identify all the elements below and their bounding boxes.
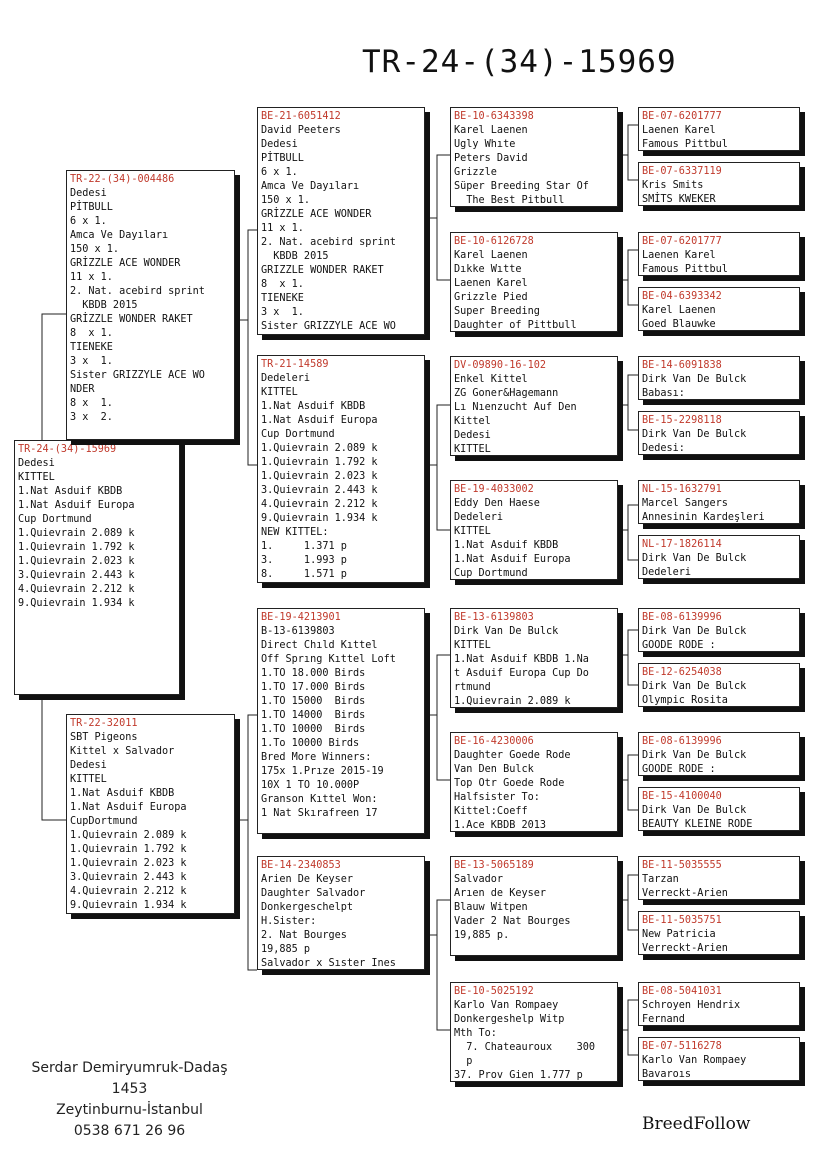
ring-number: BE-04-6393342 [642,291,722,302]
pedigree-text-line: Dedesi: [642,443,685,454]
pedigree-text-line: Enkel Kittel [454,374,528,385]
pedigree-box-g2 [638,162,800,206]
pedigree-text-line: 150 x 1. [261,195,311,206]
pedigree-text-line: 8. 1.571 p [261,569,347,580]
pedigree-text-line: Eddy Den Haese [454,498,540,509]
pedigree-text-line: GRİZZLE ACE WONDER [261,209,372,220]
ring-number: BE-10-5025192 [454,986,534,997]
pedigree-text-line: 9.Quievrain 1.934 k [70,900,187,911]
pedigree-text-line: Sister GRIZZYLE ACE WO [261,321,396,332]
pedigree-box-g14 [638,911,800,955]
pedigree-text-line: Granson Kıttel Won: [261,794,378,805]
ring-number: BE-14-2340853 [261,860,341,871]
pedigree-box-g9 [638,608,800,652]
pedigree-text-line: 37. Prov Gien 1.777 p [454,1070,583,1081]
ring-number: BE-12-6254038 [642,667,722,678]
pedigree-text-line: 9.Quievrain 1.934 k [261,513,378,524]
pedigree-box-g5 [638,356,800,400]
ring-number: BE-10-6343398 [454,111,534,122]
ring-number: BE-15-2298118 [642,415,722,426]
pedigree-box-ds [257,608,425,834]
pedigree-text-line: Bavaroıs [642,1069,692,1080]
pedigree-text-line: 11 x 1. [261,223,304,234]
pedigree-text-line: Süper Breeding Star Of [454,181,589,192]
pedigree-text-line: 4.Quievrain 2.212 k [70,886,187,897]
pedigree-box-sds [450,356,618,456]
pedigree-text-line: 1.Nat Asduif Europa [454,554,571,565]
pedigree-text-line: Dedeleri [642,567,692,578]
pedigree-text-line: Top Otr Goede Rode [454,778,565,789]
pedigree-text-line: 1. 1.371 p [261,541,347,552]
pedigree-text-line: Cup Dortmund [261,429,335,440]
ring-number: BE-10-6126728 [454,236,534,247]
ring-number: TR-22-32011 [70,718,138,729]
pedigree-text-line: Kittel [454,416,491,427]
pedigree-text-line: GOODE RODE : [642,640,716,651]
pedigree-text-line: KBDB 2015 [70,300,138,311]
pedigree-text-line: 8 x 1. [261,279,304,290]
ring-number: DV-09890-16-102 [454,360,547,371]
pedigree-text-line: B-13-6139803 [261,626,335,637]
pedigree-text-line: Verreckt-Arien [642,943,728,954]
pedigree-text-line: Laenen Karel [454,278,528,289]
pedigree-box-g12 [638,787,800,831]
ring-number: BE-21-6051412 [261,111,341,122]
pedigree-text-line: Dedesi [70,760,107,771]
breeder-contact [12,1058,247,1142]
pedigree-text-line: Direct Chıld Kıttel [261,640,378,651]
pedigree-text-line: KBDB 2015 [261,251,329,262]
ring-number: BE-07-6337119 [642,166,722,177]
pedigree-text-line: Off Sprıng Kıttel Loft [261,654,396,665]
pedigree-text-line: 4.Quievrain 2.212 k [261,499,378,510]
pedigree-box-dsd [450,732,618,832]
ring-number: BE-13-5065189 [454,860,534,871]
pedigree-box-sss [450,107,618,207]
pedigree-text-line: GRİZZLE WONDER RAKET [70,314,193,325]
ring-number: BE-19-4213901 [261,612,341,623]
pedigree-text-line: 9.Quievrain 1.934 k [18,598,135,609]
pedigree-text-line: Peters David [454,153,528,164]
pedigree-text-line: Amca Ve Dayıları [261,181,360,192]
pedigree-text-line: Dirk Van De Bulck [642,805,747,816]
pedigree-text-line: Schroyen Hendrix [642,1000,741,1011]
ring-number: BE-15-4100040 [642,791,722,802]
pedigree-text-line: SBT Pigeons [70,732,138,743]
pedigree-box-g10 [638,663,800,707]
pedigree-text-line: Daughter Goede Rode [454,750,571,761]
pedigree-box-g6 [638,411,800,455]
pedigree-text-line: Donkergeshelp Witp [454,1014,565,1025]
ring-number: BE-07-5116278 [642,1041,722,1052]
pedigree-text-line: Kittel x Salvador [70,746,175,757]
pedigree-text-line: 1.Quievrain 2.023 k [18,556,135,567]
pedigree-text-line: Donkergeschelpt [261,902,354,913]
pedigree-text-line: 1.Quievrain 2.089 k [261,443,378,454]
pedigree-text-line: Salvador [454,874,504,885]
pedigree-text-line: 4.Quievrain 2.212 k [18,584,135,595]
ring-number: BE-11-5035751 [642,915,722,926]
pedigree-text-line: Dirk Van De Bulck [642,553,747,564]
pedigree-text-line: Daughter Salvador [261,888,366,899]
pedigree-text-line: 175x 1.Prıze 2015-19 [261,766,384,777]
pedigree-text-line: 150 x 1. [70,244,120,255]
ring-number: NL-17-1826114 [642,539,722,550]
pedigree-text-line: Goed Blauwke [642,319,716,330]
pedigree-box-ddd [450,982,618,1082]
pedigree-text-line: Blauw Witpen [454,902,528,913]
pedigree-text-line: 6 x 1. [70,216,107,227]
pedigree-text-line: 3 x 1. [70,356,113,367]
pedigree-text-line: Olympic Rosita [642,695,728,706]
pedigree-text-line: Dirk Van De Bulck [642,626,747,637]
pedigree-text-line: 3. 1.993 p [261,555,347,566]
pedigree-text-line: Dirk Van De Bulck [454,626,559,637]
brand-logo-text: BreedFollow [642,1114,751,1134]
pedigree-text-line: Dirk Van De Bulck [642,750,747,761]
ring-number: TR-22-(34)-004486 [70,174,175,185]
pedigree-text-line: Dedesi [70,188,107,199]
pedigree-text-line: 1.TO 18.000 Birds [261,668,366,679]
pedigree-text-line: Dedeleri [261,373,311,384]
pedigree-text-line: 1.Quievrain 2.089 k [70,830,187,841]
pedigree-text-line: David Peeters [261,125,341,136]
pedigree-text-line: 8 x 1. [70,328,113,339]
pedigree-text-line: Super Breeding [454,306,540,317]
pedigree-text-line: Laenen Karel [642,125,716,136]
pedigree-text-line: KITTEL [454,640,491,651]
pedigree-box-g8 [638,535,800,579]
pedigree-text-line: 1.Nat Asduif KBDB [261,401,366,412]
pedigree-text-line: Babası: [642,388,685,399]
pedigree-box-sdd [450,480,618,580]
pedigree-text-line: 3.Quievrain 2.443 k [70,872,187,883]
pedigree-text-line: 1 Nat Skırafreen 17 [261,808,378,819]
ring-number: TR-24-(34)-15969 [18,444,117,455]
pedigree-text-line: 1.Nat Asduif KBDB 1.Na [454,654,589,665]
pedigree-text-line: SMİTS KWEKER [642,194,716,205]
pedigree-text-line: Karlo Van Rompaey [642,1055,747,1066]
pedigree-box-dds [450,856,618,956]
pedigree-text-line: Dirk Van De Bulck [642,374,747,385]
pedigree-text-line: KITTEL [454,444,491,455]
ring-number: BE-16-4230006 [454,736,534,747]
pedigree-text-line: 3 x 2. [70,412,113,423]
pedigree-text-line: 1.TO 10000 Birds [261,724,366,735]
ring-number: TR-21-14589 [261,359,329,370]
pedigree-text-line: Karel Laenen [454,250,528,261]
pedigree-text-line: 10X 1 TO 10.000P [261,780,360,791]
pedigree-text-line: 1.Nat Asduif Europa [70,802,187,813]
pedigree-box-g16 [638,1037,800,1081]
pedigree-text-line: Dıkke Wıtte [454,264,522,275]
pedigree-text-line: Ugly Whıte [454,139,516,150]
ring-number: BE-19-4033002 [454,484,534,495]
pedigree-text-line: Famous Pittbul [642,264,728,275]
pedigree-text-line: Tarzan [642,874,679,885]
pedigree-text-line: 6 x 1. [261,167,298,178]
pedigree-text-line: 1.Quievrain 1.792 k [18,542,135,553]
pedigree-text-line: ZG Goner&Hagemann [454,388,559,399]
pedigree-text-line: The Best Pitbull [454,195,565,206]
pedigree-text-line: Grizzle [454,167,497,178]
pedigree-text-line: KITTEL [454,526,491,537]
pedigree-text-line: Kittel:Coeff [454,806,528,817]
pedigree-text-line: Dedesi [454,430,491,441]
pedigree-text-line: 2. Nat Bourges [261,930,347,941]
breeder-location: Zeytinburnu-İstanbul [56,1102,203,1118]
pedigree-text-line: Dedesi [18,458,55,469]
pedigree-text-line: 1.TO 17.000 Birds [261,682,366,693]
ring-number: BE-13-6139803 [454,612,534,623]
pedigree-text-line: Dedesi [261,139,298,150]
pedigree-text-line: 19,885 p. [454,930,510,941]
breeder-phone: 0538 671 26 96 [73,1123,186,1139]
pedigree-text-line: 2. Nat. acebird sprint [261,237,396,248]
pedigree-text-line: NDER [70,384,95,395]
pedigree-box-g3 [638,232,800,276]
pedigree-box-ss [257,107,425,335]
pedigree-text-line: 1.Quievrain 2.089 k [18,528,135,539]
pedigree-text-line: Halfsister To: [454,792,540,803]
pedigree-text-line: Van Den Bulck [454,764,534,775]
pedigree-text-line: Dirk Van De Bulck [642,429,747,440]
pedigree-text-line: 1.Nat Asduif Europa [261,415,378,426]
pedigree-text-line: 1.TO 14000 Birds [261,710,366,721]
pedigree-box-g1 [638,107,800,151]
pedigree-text-line: Annesinin Kardeşleri [642,512,765,523]
pedigree-text-line: Cup Dortmund [18,514,92,525]
pedigree-text-line: PİTBULL [261,153,304,164]
pedigree-title: TR-24-(34)-15969 [362,44,677,80]
pedigree-text-line: PİTBULL [70,202,113,213]
pedigree-text-line: Bred More Winners: [261,752,372,763]
pedigree-text-line: Daughter of Pittbull [454,320,577,331]
pedigree-text-line: 11 x 1. [70,272,113,283]
pedigree-text-line: 1.Nat Asduif KBDB [454,540,559,551]
pedigree-text-line: Amca Ve Dayıları [70,230,169,241]
pedigree-text-line: KITTEL [261,387,298,398]
ring-number: BE-08-5041031 [642,986,722,997]
pedigree-text-line: KITTEL [70,774,107,785]
pedigree-text-line: Sister GRIZZYLE ACE WO [70,370,205,381]
pedigree-text-line: 3.Quievrain 2.443 k [18,570,135,581]
pedigree-box-g7 [638,480,800,524]
pedigree-text-line: GOODE RODE : [642,764,716,775]
pedigree-text-line: NEW KITTEL: [261,527,329,538]
pedigree-box-g4 [638,287,800,331]
pedigree-text-line: Laenen Karel [642,250,716,261]
pedigree-box-dss [450,608,618,708]
pedigree-text-line: GRIZZLE WONDER RAKET [261,265,384,276]
ring-number: BE-08-6139996 [642,736,722,747]
pedigree-text-line: 1.Quievrain 1.792 k [261,457,378,468]
pedigree-text-line: 3 x 1. [261,307,304,318]
pedigree-text-line: Karel Laenen [454,125,528,136]
pedigree-text-line: 2. Nat. acebird sprint [70,286,205,297]
pedigree-text-line: H.Sister: [261,916,317,927]
pedigree-text-line: Arien De Keyser [261,874,354,885]
pedigree-text-line: Cup Dortmund [454,568,528,579]
ring-number: BE-07-6201777 [642,111,722,122]
pedigree-box-g13 [638,856,800,900]
ring-number: BE-14-6091838 [642,360,722,371]
pedigree-text-line: 3.Quievrain 2.443 k [261,485,378,496]
ring-number: BE-11-5035555 [642,860,722,871]
pedigree-text-line: rtmund [454,682,491,693]
pedigree-text-line: 7. Chateauroux 300 [454,1042,596,1053]
pedigree-text-line: 1.TO 15000 Birds [261,696,366,707]
pedigree-text-line: 1.Quievrain 2.023 k [70,858,187,869]
pedigree-text-line: Kris Smits [642,180,704,191]
pedigree-text-line: t Asduif Europa Cup Do [454,668,589,679]
pedigree-box-ssd [450,232,618,332]
pedigree-box-sire [66,170,235,440]
pedigree-box-dam [66,714,235,914]
pedigree-text-line: Mth To: [454,1028,497,1039]
pedigree-text-line: BEAUTY KLEINE RODE [642,819,753,830]
breeder-name: Serdar Demiryumruk-Dadaş 1453 [31,1060,228,1097]
pedigree-text-line: TIENEKE [70,342,113,353]
pedigree-box-sd [257,355,425,583]
pedigree-text-line: KITTEL [18,472,55,483]
pedigree-text-line: Dedeleri [454,512,504,523]
pedigree-text-line: TIENEKE [261,293,304,304]
pedigree-text-line: 1.Quievrain 2.089 k [454,696,571,707]
pedigree-box-dd [257,856,425,970]
pedigree-text-line: Famous Pittbul [642,139,728,150]
pedigree-text-line: Fernand [642,1014,685,1025]
pedigree-box-g11 [638,732,800,776]
pedigree-text-line: Arıen de Keyser [454,888,547,899]
pedigree-text-line: 1.To 10000 Birds [261,738,360,749]
pedigree-text-line: Grizzle Pied [454,292,528,303]
ring-number: NL-15-1632791 [642,484,722,495]
pedigree-text-line: Marcel Sangers [642,498,728,509]
pedigree-text-line: 8 x 1. [70,398,113,409]
pedigree-text-line: GRİZZLE ACE WONDER [70,258,181,269]
pedigree-text-line: 1.Nat Asduif KBDB [18,486,123,497]
pedigree-text-line: 1.Ace KBDB 2013 [454,820,547,831]
pedigree-box-root [14,440,180,695]
pedigree-text-line: New Patricia [642,929,716,940]
pedigree-text-line: Salvador x Sıster Ines [261,958,396,969]
pedigree-text-line: Karel Laenen [642,305,716,316]
pedigree-text-line: Dirk Van De Bulck [642,681,747,692]
pedigree-text-line: Karlo Van Rompaey [454,1000,559,1011]
pedigree-text-line: CupDortmund [70,816,138,827]
pedigree-text-line: p [454,1056,473,1067]
pedigree-text-line: 19,885 p [261,944,311,955]
pedigree-box-g15 [638,982,800,1026]
ring-number: BE-08-6139996 [642,612,722,623]
pedigree-text-line: 1.Nat Asduif KBDB [70,788,175,799]
pedigree-text-line: Lı Nıenzucht Auf Den [454,402,577,413]
pedigree-text-line: Vader 2 Nat Bourges [454,916,571,927]
pedigree-text-line: 1.Nat Asduif Europa [18,500,135,511]
pedigree-text-line: 1.Quievrain 2.023 k [261,471,378,482]
pedigree-text-line: 1.Quievrain 1.792 k [70,844,187,855]
pedigree-text-line: Verreckt-Arien [642,888,728,899]
ring-number: BE-07-6201777 [642,236,722,247]
